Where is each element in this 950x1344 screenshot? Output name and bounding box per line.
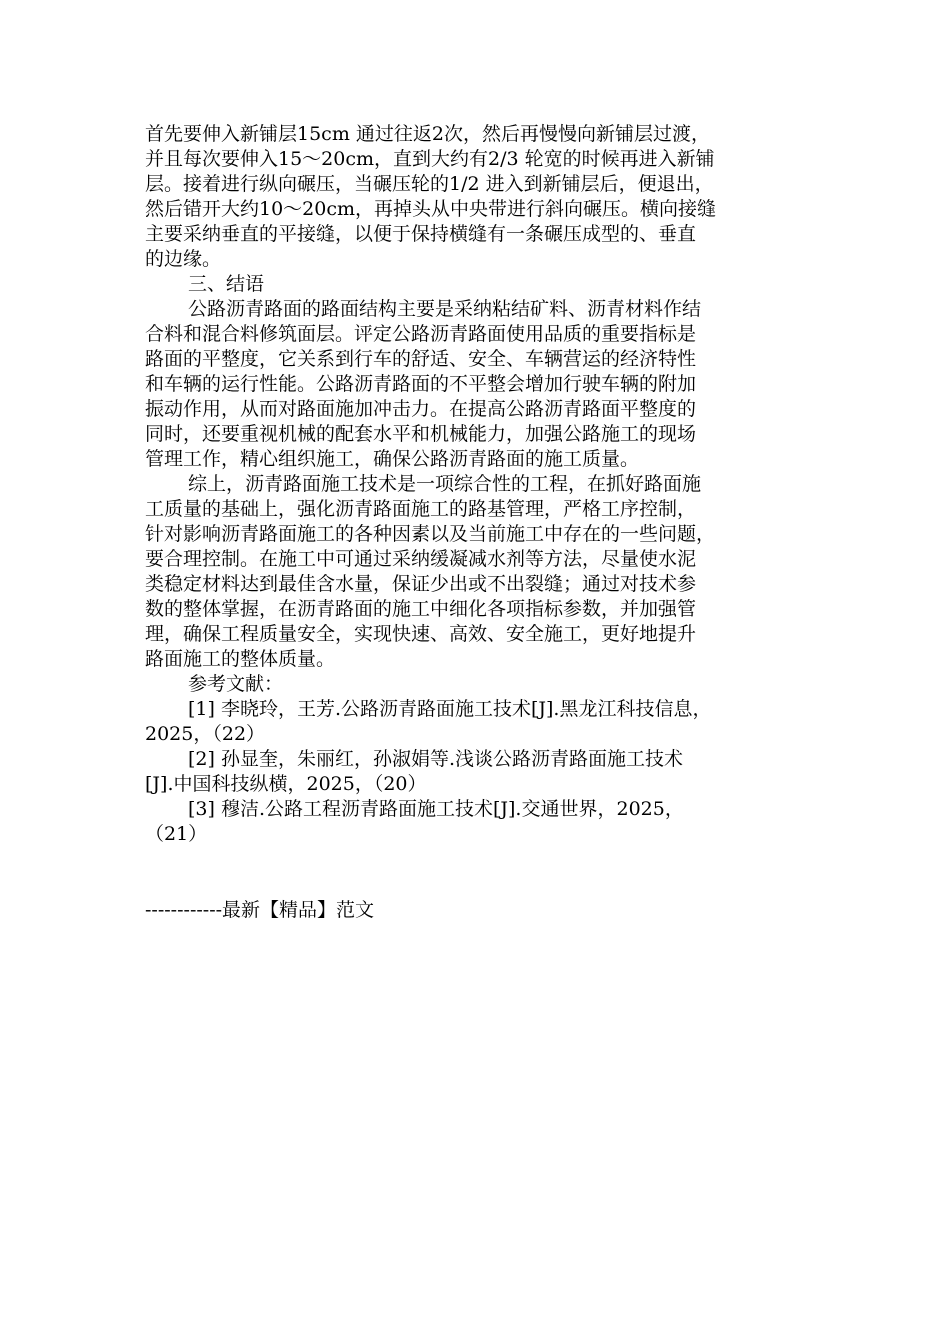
text-line: 的边缘。 — [145, 248, 222, 270]
text-line: 要合理控制。在施工中可通过采纳缓凝减水剂等方法，尽量使水泥 — [145, 548, 697, 570]
text-line: 类稳定材料达到最佳含水量，保证少出或不出裂缝；通过对技术参 — [145, 573, 697, 595]
text-line: 层。接着进行纵向碾压，当碾压轮的1/2 进入到新铺层后，便退出， — [145, 173, 714, 195]
text-line: 然后错开大约10～20cm，再掉头从中央带进行斜向碾压。横向接缝 — [145, 198, 717, 220]
text-line: [1] 李晓玲，王芳.公路沥青路面施工技术[J].黑龙江科技信息， — [188, 698, 712, 720]
text-line: 首先要伸入新铺层15cm 通过往返2次，然后再慢慢向新铺层过渡， — [145, 123, 710, 145]
text-line: 振动作用，从而对路面施加冲击力。在提高公路沥青路面平整度的 — [145, 398, 697, 420]
text-line: 路面的平整度，它关系到行车的舒适、安全、车辆营运的经济特性 — [145, 348, 697, 370]
text-line: 合料和混合料修筑面层。评定公路沥青路面使用品质的重要指标是 — [145, 323, 697, 345]
text-line: 针对影响沥青路面施工的各种因素以及当前施工中存在的一些问题， — [145, 523, 716, 545]
text-line: 三、结语 — [188, 273, 265, 295]
text-line: 并且每次要伸入15～20cm，直到大约有2/3 轮宽的时候再进入新铺 — [145, 148, 715, 170]
text-line: 参考文献： — [188, 673, 284, 695]
text-line: [3] 穆洁.公路工程沥青路面施工技术[J].交通世界，2025， — [188, 798, 684, 820]
text-line: 同时，还要重视机械的配套水平和机械能力，加强公路施工的现场 — [145, 423, 697, 445]
footer-text: ------------最新【精品】范文 — [145, 899, 375, 921]
text-line: 主要采纳垂直的平接缝，以便于保持横缝有一条碾压成型的、垂直 — [145, 223, 697, 245]
text-line: 理，确保工程质量安全，实现快速、高效、安全施工，更好地提升 — [145, 623, 697, 645]
text-line: 工质量的基础上，强化沥青路面施工的路基管理，严格工序控制， — [145, 498, 697, 520]
text-line: [J].中国科技纵横，2025，（20） — [145, 773, 427, 795]
text-line: 路面施工的整体质量。 — [145, 648, 336, 670]
text-line: 公路沥青路面的路面结构主要是采纳粘结矿料、沥青材料作结 — [188, 298, 702, 320]
document-body — [145, 122, 810, 847]
text-line: 和车辆的运行性能。公路沥青路面的不平整会增加行驶车辆的附加 — [145, 373, 697, 395]
text-line: 管理工作，精心组织施工，确保公路沥青路面的施工质量。 — [145, 448, 640, 470]
text-line: 2025，（22） — [145, 723, 266, 745]
text-line: [2] 孙显奎，朱丽红，孙淑娟等.浅谈公路沥青路面施工技术 — [188, 748, 683, 770]
text-line: （21） — [145, 823, 208, 845]
text-line: 综上，沥青路面施工技术是一项综合性的工程，在抓好路面施 — [188, 473, 702, 495]
text-line: 数的整体掌握，在沥青路面的施工中细化各项指标参数，并加强管 — [145, 598, 697, 620]
